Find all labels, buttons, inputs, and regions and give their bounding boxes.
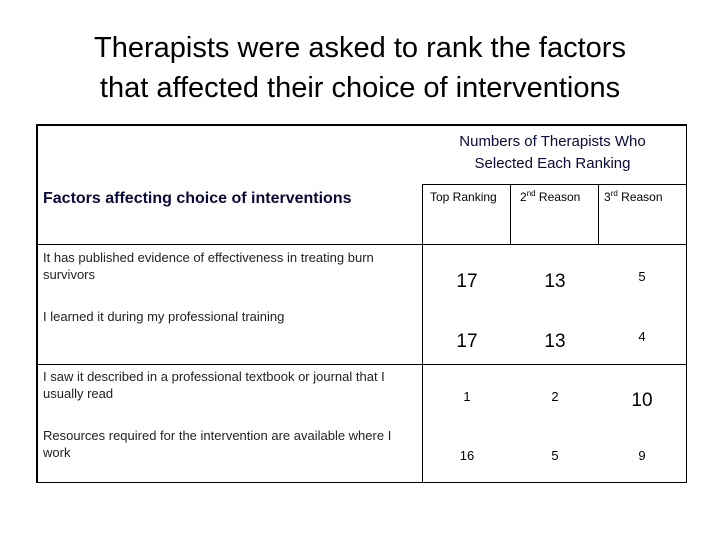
table-row-factor: I learned it during my professional training	[43, 309, 285, 324]
grid-line-header-top	[422, 184, 686, 185]
title-line-1: Therapists were asked to rank the factors	[94, 32, 626, 64]
table-cell-value: 1	[463, 389, 471, 404]
table-cell-value: 9	[638, 448, 646, 463]
table-cell-value: 17	[456, 271, 478, 292]
table-cell-value: 16	[459, 448, 475, 463]
table-cell-value: 17	[456, 331, 478, 352]
grid-line-col1-divider	[510, 184, 511, 244]
group-header-line-1: Numbers of Therapists Who	[459, 133, 646, 150]
column-header-label: 3	[604, 190, 611, 204]
table-cell-value: 10	[631, 390, 653, 411]
column-header-label: Top Ranking	[430, 190, 497, 204]
page-title	[0, 28, 720, 108]
group-header-line-2: Selected Each Ranking	[474, 155, 631, 172]
group-header	[420, 131, 685, 175]
column-header-3rd-reason	[604, 190, 663, 204]
title-line-2: that affected their choice of interventions	[99, 72, 621, 104]
table-cell-value: 13	[544, 271, 566, 292]
grid-line-row3-top	[37, 364, 686, 365]
table-cell-value: 5	[638, 269, 646, 284]
column-header-top-ranking	[430, 190, 497, 204]
ordinal-suffix: rd	[610, 189, 618, 198]
column-header-2nd-reason	[520, 190, 580, 204]
column-header-label: 2	[520, 190, 527, 204]
grid-line-col2-divider	[598, 184, 599, 244]
table-cell-value: 4	[638, 329, 646, 344]
column-header-suffix: Reason	[535, 190, 581, 204]
ordinal-suffix: nd	[526, 189, 536, 198]
table-cell-value: 2	[551, 389, 559, 404]
grid-line-header-bottom	[37, 244, 686, 245]
table-cell-value: 13	[544, 331, 566, 352]
column-header-suffix: Reason	[617, 190, 663, 204]
table-row-factor: It has published evidence of effectiveness in treating burn survivors	[43, 250, 374, 282]
table-row-factor: I saw it described in a professional textbook or journal that I usually read	[43, 369, 385, 401]
table-row-factor: Resources required for the intervention are available where I work	[43, 428, 392, 460]
table-cell-value: 5	[551, 448, 559, 463]
factor-column-header: Factors affecting choice of interventions	[43, 190, 352, 207]
